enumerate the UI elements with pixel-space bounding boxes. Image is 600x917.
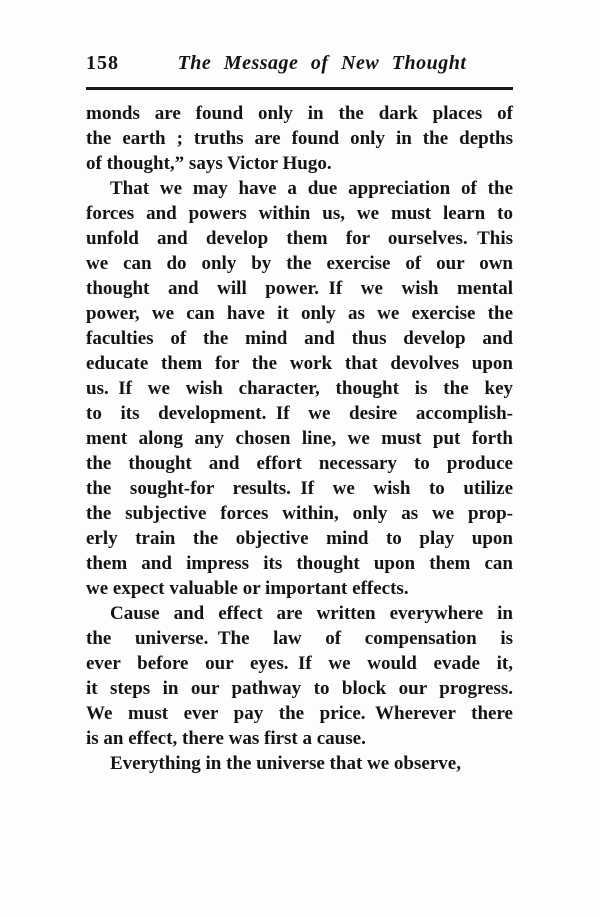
header-rule [86, 87, 513, 90]
text-line: unfold and develop them for ourselves. This [86, 228, 513, 249]
text-line: the sought-for results. If we wish to utilize [86, 478, 513, 499]
text-line: to its development. If we desire accomplish- [86, 403, 513, 424]
text-line: the subjective forces within, only as we prop- [86, 503, 513, 524]
text-line: ever before our eyes. If we would evade it, [86, 653, 513, 674]
text-line: We must ever pay the price. Wherever there [86, 703, 513, 724]
text-line: of thought,” says Victor Hugo. [86, 153, 332, 174]
text-line: forces and powers within us, we must learn to [86, 203, 513, 224]
text-line: That we may have a due appreciation of the [110, 178, 513, 199]
text-line: Everything in the universe that we observe, [110, 753, 461, 774]
text-line: faculties of the mind and thus develop and [86, 328, 513, 349]
text-line: we expect valuable or important effects. [86, 578, 409, 599]
text-line: we can do only by the exercise of our own [86, 253, 513, 274]
running-title: The Message of New Thought [177, 52, 467, 74]
text-line: ment along any chosen line, we must put forth [86, 428, 513, 449]
text-line: power, we can have it only as we exercise the [86, 303, 513, 324]
text-line: the earth ; truths are found only in the depths [86, 128, 513, 149]
page-number: 158 [86, 52, 119, 74]
text-line: the universe. The law of compensation is [86, 628, 513, 649]
text-line: Cause and effect are written everywhere in [110, 603, 513, 624]
text-line: thought and will power. If we wish mental [86, 278, 513, 299]
page-header [86, 52, 513, 80]
text-line: is an effect, there was first a cause. [86, 728, 366, 749]
text-line: educate them for the work that devolves upon [86, 353, 513, 374]
text-line: it steps in our pathway to block our progress. [86, 678, 513, 699]
text-line: us. If we wish character, thought is the key [86, 378, 513, 399]
text-line: them and impress its thought upon them can [86, 553, 513, 574]
text-line: erly train the objective mind to play upon [86, 528, 513, 549]
text-line: monds are found only in the dark places of [86, 103, 513, 124]
text-line: the thought and effort necessary to produce [86, 453, 513, 474]
page-body [86, 101, 513, 776]
